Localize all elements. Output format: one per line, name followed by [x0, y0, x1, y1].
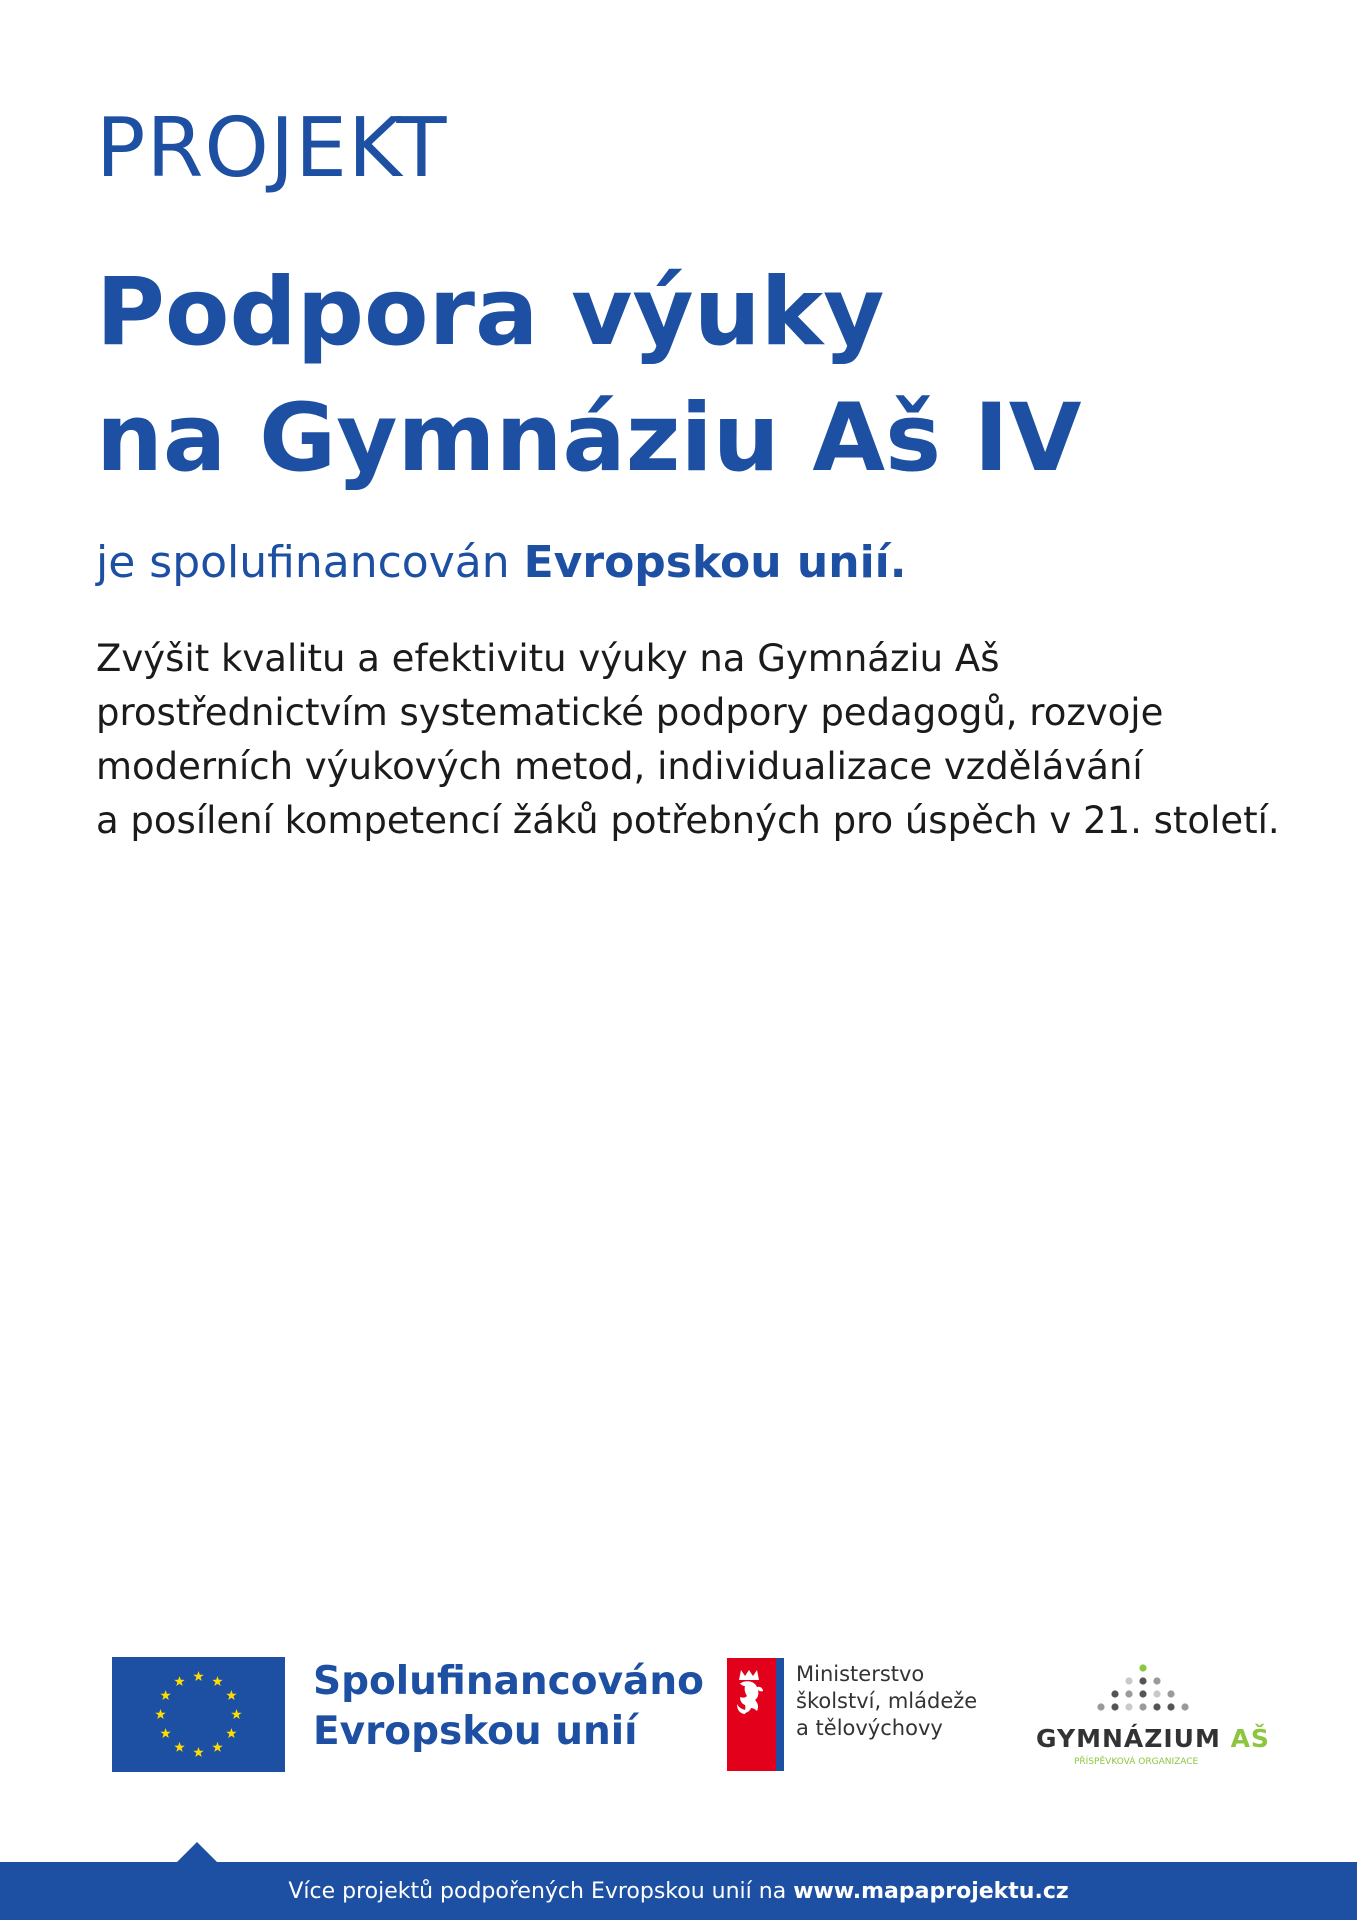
eu-star — [226, 1728, 236, 1738]
gymnazium-name-main: GYMNÁZIUM — [1036, 1724, 1221, 1753]
eu-star — [193, 1747, 203, 1757]
gymnazium-dot — [1125, 1677, 1132, 1684]
eu-star — [174, 1742, 184, 1752]
gymnazium-dot — [1139, 1703, 1146, 1710]
footer-text: Více projektů podpořených Evropskou unií na — [288, 1878, 787, 1904]
gymnazium-dots-icon — [1078, 1660, 1208, 1720]
msmt-logo-line-3: a tělovýchovy — [796, 1716, 943, 1740]
description-line: Zvýšit kvalitu a efektivitu výuky na Gymnáziu Aš — [96, 637, 1000, 680]
eu-star — [226, 1690, 236, 1700]
eu-star — [155, 1709, 165, 1719]
eu-star — [160, 1728, 170, 1738]
gymnazium-dot — [1111, 1690, 1118, 1697]
gymnazium-dot — [1139, 1690, 1146, 1697]
gymnazium-name — [1036, 1724, 1270, 1754]
gymnazium-dot — [1139, 1677, 1146, 1684]
cofinanced-statement — [96, 535, 906, 591]
gymnazium-dot — [1097, 1703, 1104, 1710]
footer-link[interactable]: www.mapaprojektu.cz — [793, 1878, 1069, 1904]
eu-logo-line-1: Spolufinancováno — [313, 1659, 704, 1704]
project-title-line-1: Podpora výuky — [96, 258, 885, 367]
gymnazium-subtitle: PŘÍSPĚVKOVÁ ORGANIZACE — [1074, 1757, 1199, 1767]
description-line: moderních výukových metod, individualizace vzdělávání — [96, 745, 1143, 788]
eu-star — [174, 1676, 184, 1686]
eu-logo-line-2: Evropskou unií — [313, 1709, 638, 1754]
msmt-lion-icon — [727, 1658, 784, 1771]
gymnazium-dot — [1167, 1703, 1174, 1710]
eu-star — [212, 1742, 222, 1752]
cofinanced-prefix: je spolufinancován — [96, 537, 510, 588]
msmt-logo-text — [796, 1661, 977, 1742]
gymnazium-dot — [1153, 1703, 1160, 1710]
gymnazium-dot — [1111, 1703, 1118, 1710]
gymnazium-name-accent: AŠ — [1230, 1724, 1270, 1753]
eu-star — [193, 1671, 203, 1681]
eu-star — [212, 1676, 222, 1686]
eu-flag-icon — [112, 1657, 285, 1772]
gymnazium-dot — [1181, 1703, 1188, 1710]
gymnazium-dot — [1139, 1664, 1146, 1671]
gymnazium-dot — [1153, 1677, 1160, 1684]
project-title — [96, 250, 1082, 502]
gymnazium-dot — [1153, 1690, 1160, 1697]
gymnazium-dot — [1125, 1690, 1132, 1697]
footer-bar — [0, 1862, 1357, 1920]
eu-stars — [112, 1657, 285, 1772]
cofinanced-emphasis: Evropskou unií. — [523, 537, 907, 588]
msmt-logo-line-2: školství, mládeže — [796, 1689, 978, 1713]
description-line: a posílení kompetencí žáků potřebných pro úspěch v 21. století. — [96, 799, 1280, 842]
description-line: prostřednictvím systematické podpory pedagogů, rozvoje — [96, 691, 1164, 734]
gymnazium-dot — [1125, 1703, 1132, 1710]
project-label: PROJEKT — [96, 101, 448, 196]
project-title-line-2: na Gymnáziu Aš IV — [96, 384, 1082, 493]
eu-star — [160, 1690, 170, 1700]
gymnazium-dot — [1167, 1690, 1174, 1697]
project-description — [96, 632, 1286, 848]
footer-notch — [177, 1842, 217, 1862]
msmt-logo-line-1: Ministerstvo — [796, 1662, 925, 1686]
eu-star — [231, 1709, 241, 1719]
eu-logo-text — [313, 1657, 704, 1757]
